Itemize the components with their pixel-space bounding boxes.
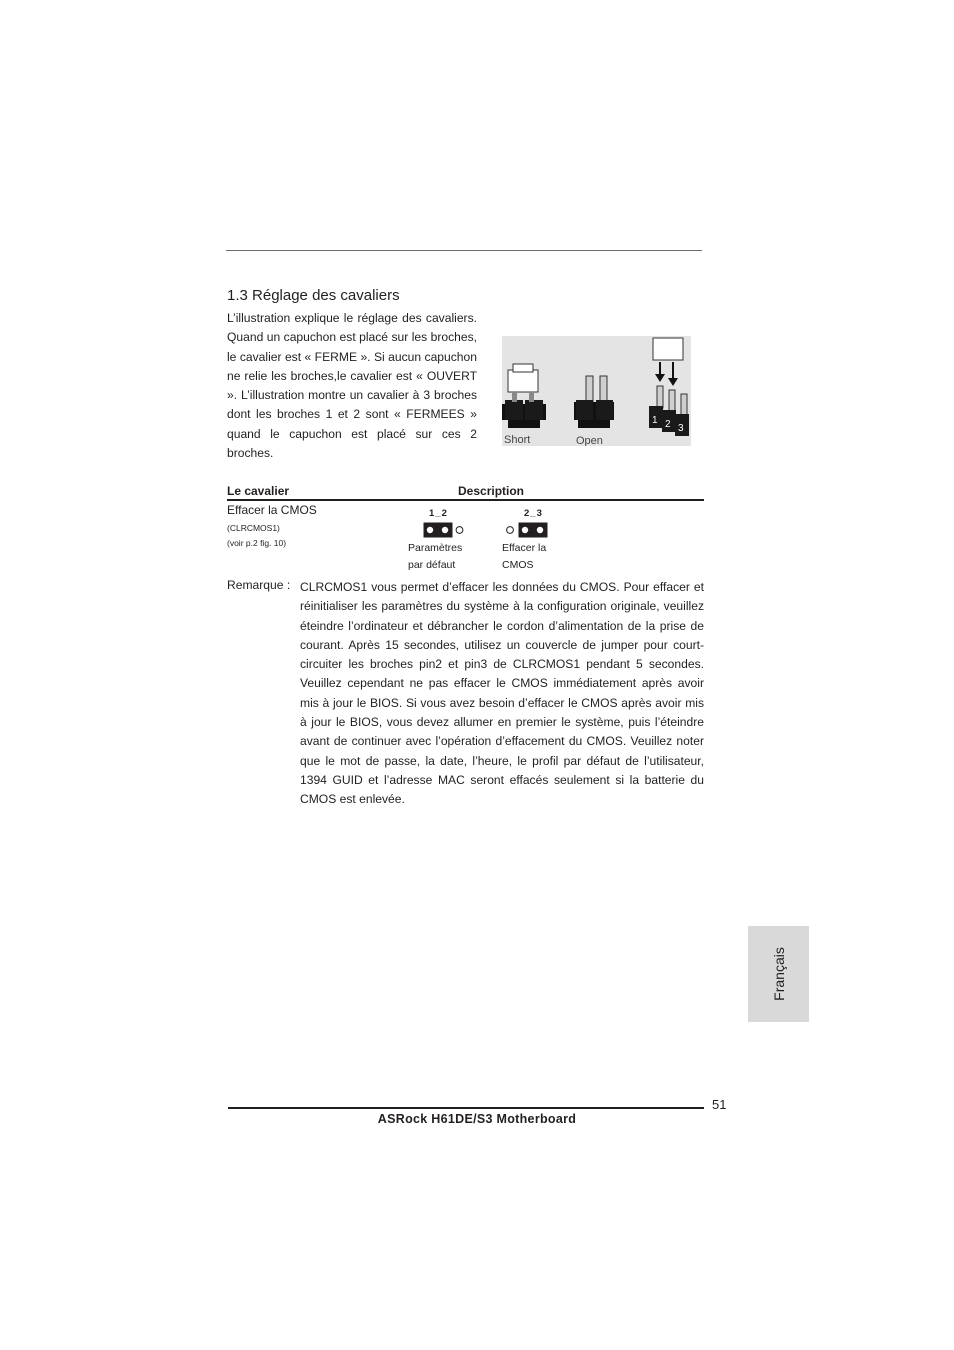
jumper-name: Effacer la CMOS	[227, 503, 317, 517]
jumper-id: (CLRCMOS1)	[227, 523, 280, 533]
table-header	[227, 484, 703, 500]
jumper-illustration-graphic	[502, 336, 691, 446]
remark-text: CLRCMOS1 vous permet d’effacer les données du CMOS. Pour effacer et réinitialiser les paramètres du système à la configuration originale, veuillez éteindre l’ordinateur et débrancher le cordon d’alimentation de la prise de courant. Après 15 secondes, utilisez un couvercle de jumper pour court-circuiter les broches pin2 et pin3 de CLRCMOS1 pendant 5 secondes. Veuillez cependant ne pas effacer le CMOS immédiatement après avoir mis à jour le BIOS. Si vous avez besoin d’effacer le CMOS après avoir mis à jour le BIOS, vous devez allumer en premier le système, puis l’éteindre avant de continuer avec l’opération d’effacement du CMOS. Veuillez noter que le mot de passe, la date, l’heure, le profil par défaut de l’utilisateur, 1394 GUID et l’adresse MAC seront effacés seulement si la batterie du CMOS est enlevée.	[300, 580, 704, 807]
short-jumper	[502, 364, 546, 446]
section-title: 1.3 Réglage des cavaliers	[227, 287, 400, 304]
footer-rule	[228, 1107, 704, 1109]
clear-caption-line2: CMOS	[502, 559, 534, 571]
default-pins-label: 1_2	[429, 508, 448, 519]
language-tab	[748, 926, 809, 1022]
clear-caption	[502, 540, 546, 574]
open-jumper	[574, 376, 614, 446]
clear-pins-label: 2_3	[524, 508, 543, 519]
col-description-header: Description	[458, 484, 525, 498]
footer-title: ASRock H61DE/S3 Motherboard	[377, 1112, 577, 1126]
jumper-reference: (voir p.2 fig. 10)	[227, 538, 287, 548]
short-label: Short	[504, 434, 531, 446]
remark-label: Remarque :	[227, 578, 291, 592]
table-header-rule	[227, 499, 704, 501]
default-caption-line1: Paramètres	[408, 542, 463, 554]
default-caption	[408, 540, 462, 574]
page-number: 51	[712, 1097, 727, 1112]
col-jumper-header: Le cavalier	[227, 484, 290, 498]
intro-paragraph	[227, 309, 477, 463]
clear-caption-line1: Effacer la	[502, 542, 547, 554]
top-divider	[226, 250, 702, 251]
three-pin-jumper	[649, 338, 689, 436]
jumper-illustration	[502, 336, 691, 446]
pin-number-3: 3	[678, 423, 684, 434]
language-tab-label: Français	[770, 947, 787, 1001]
pin-number-2: 2	[665, 419, 671, 430]
default-caption-line2: par défaut	[408, 559, 456, 571]
intro-text: L’illustration explique le réglage des cavaliers. Quand un capuchon est placé sur les broches, le cavalier est « FERME ». Si aucun capuchon ne relie les broches,le cavalier est « OUVERT ». L’illustration montre un cavalier à 3 broches dont les broches 1 et 2 sont « FERMEES » quand le capuchon est placé sur ces 2 broches.	[227, 311, 477, 461]
remark-paragraph	[300, 578, 704, 810]
pin-number-1: 1	[652, 415, 658, 426]
open-label: Open	[576, 435, 603, 446]
